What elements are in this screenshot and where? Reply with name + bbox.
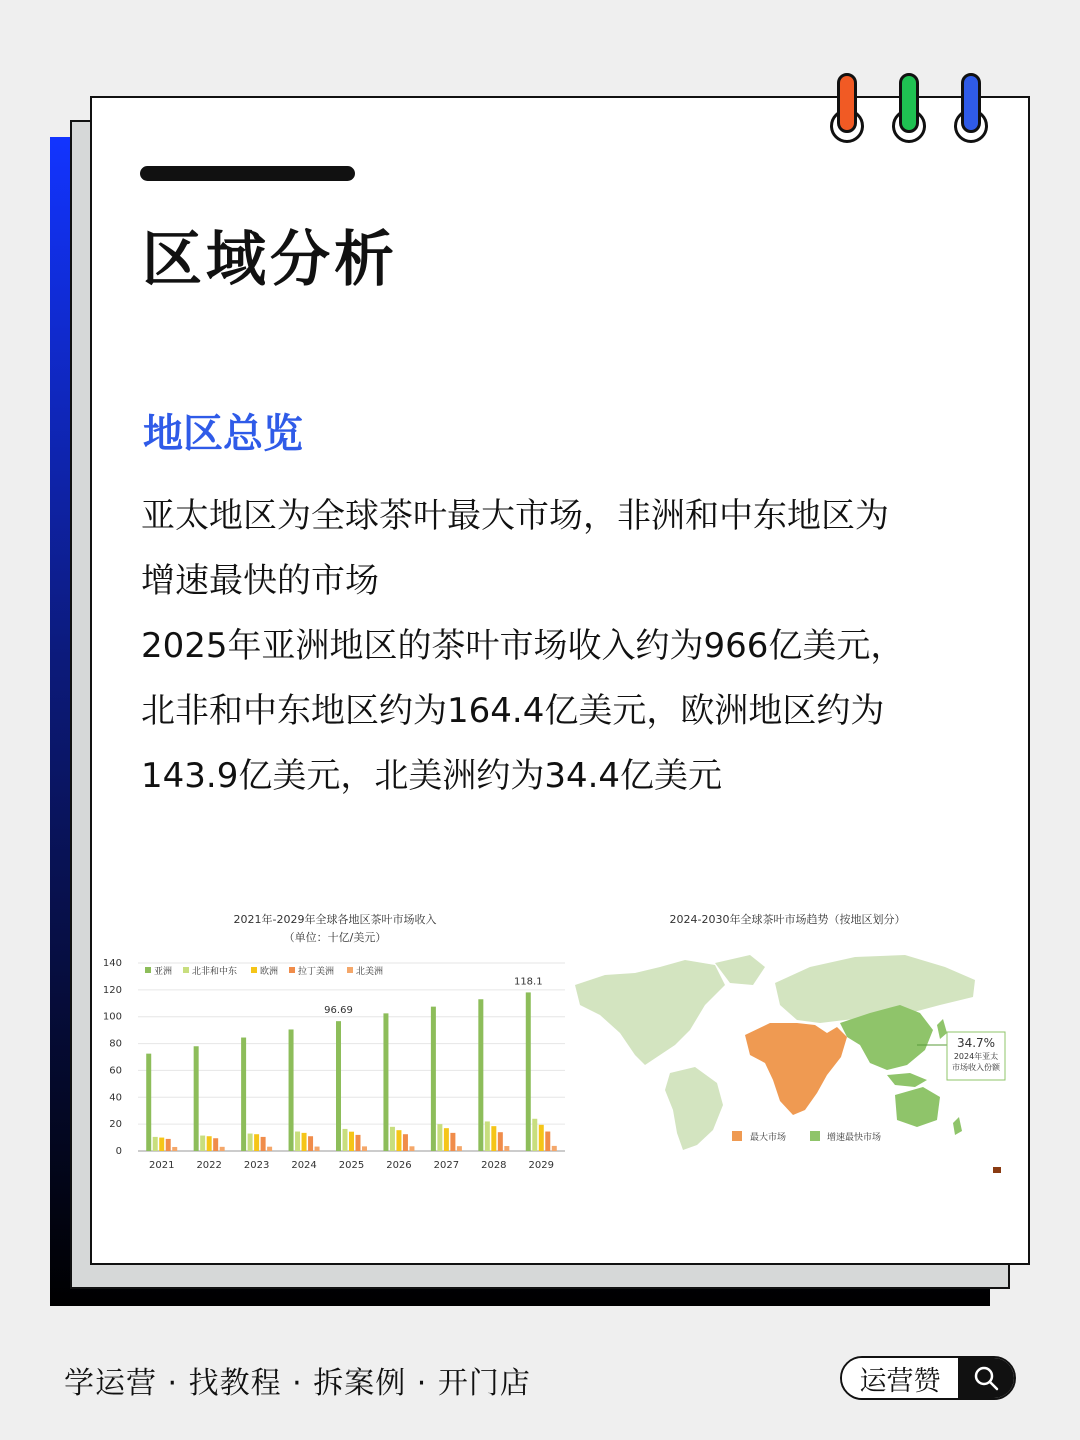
page-title: 区域分析 [142,225,398,295]
title-decor-bar [140,166,355,181]
bar-拉丁美洲-2023 [261,1137,266,1151]
bar-北美洲-2023 [267,1147,272,1151]
search-icon [973,1365,999,1391]
bar-北非和中东-2023 [248,1134,253,1151]
bar-北美洲-2028 [504,1146,509,1151]
bar-拉丁美洲-2025 [356,1135,361,1151]
brand-search-pill[interactable] [840,1356,1016,1400]
x-tick-label: 2021 [148,1160,175,1171]
body-line: 亚太地区为全球茶叶最大市场，非洲和中东地区为 [141,496,889,536]
bar-北美洲-2029 [552,1146,557,1151]
legend-label: 欧洲 [260,967,279,977]
map-title: 2024-2030年全球茶叶市场趋势（按地区划分） [669,913,906,926]
bar-拉丁美洲-2024 [308,1136,313,1151]
map-africa-middle-east [745,1023,847,1115]
bar-欧洲-2026 [396,1130,401,1151]
y-tick-label: 100 [102,1011,122,1023]
regional-revenue-bar-chart [100,905,570,1175]
bar-拉丁美洲-2022 [213,1138,218,1151]
bar-北美洲-2025 [362,1146,367,1151]
x-tick-label: 2027 [433,1160,460,1171]
bar-亚洲-2027 [431,1007,436,1151]
map-small-marker [993,1167,1001,1173]
data-label: 118.1 [513,976,543,988]
legend-swatch [251,967,257,973]
bar-亚洲-2021 [146,1054,151,1151]
bar-欧洲-2023 [254,1134,259,1151]
x-tick-label: 2029 [528,1160,555,1171]
legend-label: 拉丁美洲 [298,967,335,977]
body-line: 北非和中东地区约为164.4亿美元，欧洲地区约为 [141,691,885,731]
body-line: 143.9亿美元，北美洲约为34.4亿美元 [141,756,723,796]
data-label: 96.69 [324,1005,353,1017]
bar-欧洲-2024 [302,1133,307,1151]
binder-clip [961,73,981,133]
bar-亚洲-2022 [194,1046,199,1151]
bar-亚洲-2028 [478,999,483,1151]
body-text [141,484,976,809]
x-tick-label: 2028 [481,1160,507,1171]
bar-北非和中东-2029 [532,1119,537,1151]
bar-chart-svg [100,905,570,1175]
y-tick-label: 0 [115,1146,122,1157]
world-tea-market-map [565,905,1010,1180]
chart-title: 2021年-2029年全球各地区茶叶市场收入 [233,913,437,926]
bar-北非和中东-2021 [153,1137,158,1151]
bar-亚洲-2023 [241,1038,246,1151]
bar-拉丁美洲-2027 [450,1133,455,1151]
x-tick-label: 2023 [243,1160,270,1171]
legend-label: 北美洲 [356,967,384,977]
chart-subtitle: （单位：十亿/美元） [283,931,387,944]
footer-slogan: 学运营 · 找教程 · 拆案例 · 开门店 [64,1366,531,1401]
y-tick-label: 140 [102,958,122,969]
bar-亚洲-2029 [526,992,531,1151]
bar-欧洲-2025 [349,1132,354,1151]
map-japan [937,1019,947,1039]
map-north-america [575,960,725,1065]
search-button[interactable] [958,1358,1014,1398]
bar-欧洲-2028 [491,1126,496,1151]
legend-label: 北非和中东 [192,967,238,977]
bar-北非和中东-2026 [390,1127,395,1151]
bar-欧洲-2029 [539,1125,544,1151]
bar-北非和中东-2024 [295,1132,300,1151]
legend-swatch-largest [732,1131,742,1141]
bar-拉丁美洲-2026 [403,1134,408,1151]
bar-北美洲-2027 [457,1146,462,1151]
binder-clip [899,73,919,133]
bar-亚洲-2026 [383,1013,388,1151]
y-tick-label: 40 [109,1092,122,1104]
bar-北美洲-2026 [409,1146,414,1151]
legend-swatch [183,967,189,973]
legend-label-fastest: 增速最快市场 [827,1133,882,1143]
bar-拉丁美洲-2021 [166,1139,171,1151]
callout-percent: 34.7% [956,1036,996,1050]
bar-欧洲-2027 [444,1128,449,1151]
map-southeast-asia-islands [887,1073,927,1087]
bar-拉丁美洲-2028 [498,1132,503,1151]
x-tick-label: 2025 [338,1160,365,1171]
legend-swatch [145,967,151,973]
legend-label-largest: 最大市场 [750,1133,787,1143]
map-australia [895,1087,940,1127]
bar-亚洲-2025 [336,1021,341,1151]
legend-swatch [289,967,295,973]
y-tick-label: 60 [109,1065,122,1077]
brand-name: 运营赞 [842,1358,958,1398]
bar-北非和中东-2027 [437,1124,442,1151]
body-line: 2025年亚洲地区的茶叶市场收入约为966亿美元， [141,626,905,666]
y-tick-label: 120 [102,984,122,996]
binder-clip-orange [827,73,867,145]
x-tick-label: 2026 [386,1160,412,1171]
bar-北非和中东-2025 [343,1129,348,1151]
world-map-svg [565,905,1010,1180]
bar-拉丁美洲-2029 [545,1132,550,1151]
bar-北非和中东-2028 [485,1121,490,1151]
legend-label: 亚洲 [154,967,173,977]
bar-亚洲-2024 [289,1029,294,1151]
x-tick-label: 2024 [291,1160,317,1171]
section-heading: 地区总览 [143,411,303,457]
map-new-zealand [953,1117,962,1135]
callout-line-1: 2024年亚太 [953,1052,999,1061]
bar-北美洲-2024 [315,1147,320,1151]
y-tick-label: 80 [109,1038,122,1050]
x-tick-label: 2022 [196,1160,222,1171]
bar-北美洲-2022 [220,1147,225,1151]
y-tick-label: 20 [109,1119,122,1131]
binder-clip-green [889,73,929,145]
callout-line-2: 市场收入份额 [952,1063,1000,1072]
binder-clip-blue [951,73,991,145]
bar-欧洲-2022 [207,1136,212,1151]
body-line: 增速最快的市场 [141,561,379,601]
legend-swatch-fastest [810,1131,820,1141]
bar-欧洲-2021 [159,1138,164,1151]
bar-北非和中东-2022 [200,1136,205,1151]
bar-北美洲-2021 [172,1147,177,1151]
binder-clip [837,73,857,133]
legend-swatch [347,967,353,973]
map-south-america [665,1067,723,1150]
